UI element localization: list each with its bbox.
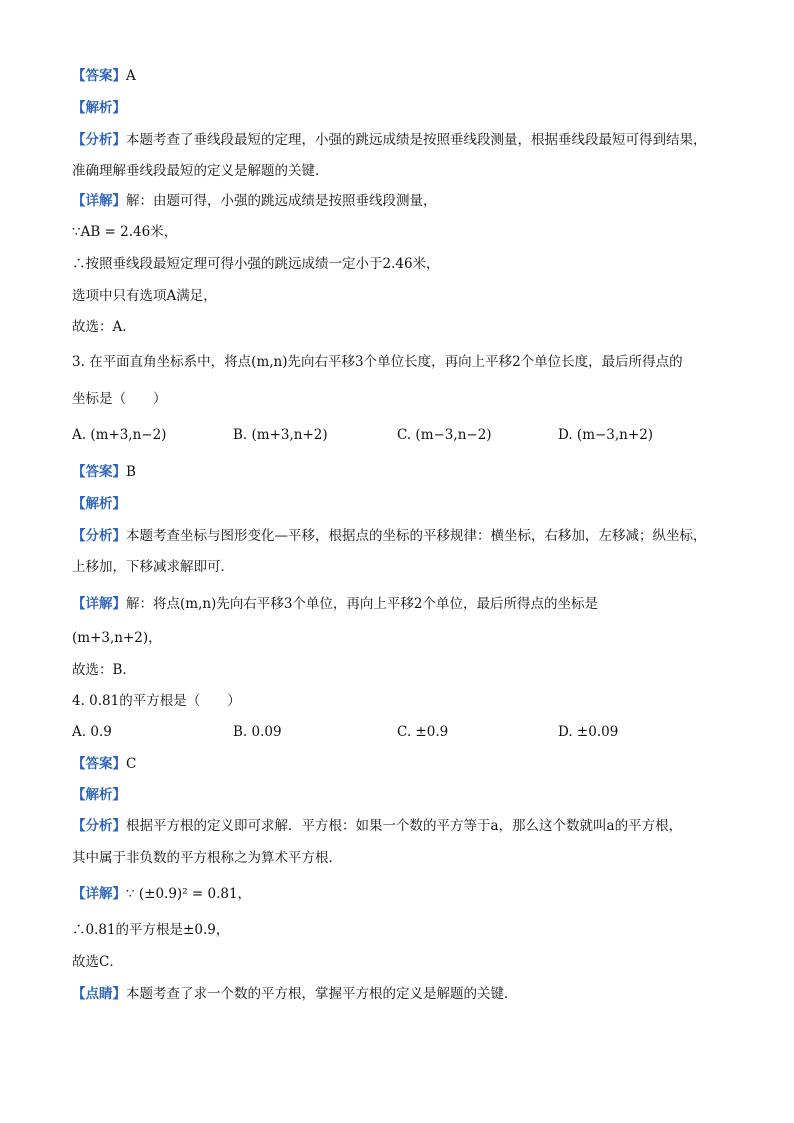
fenxi-text: 本题考查了垂线段最短的定理，小强的跳远成绩是按照垂线段测量，根据垂线段最短可得到结果， (126, 132, 707, 148)
q3-option-d: D. (m−3,n+2) (558, 427, 654, 443)
analysis-tag: 【解析】 (72, 100, 126, 116)
fenxi-text: 本题考查坐标与图形变化—平移，根据点的坐标的平移规律：横坐标，右移加，左移减；纵坐标， (126, 528, 707, 544)
answer-tag: 【答案】 (72, 756, 126, 772)
q2-answer-line (72, 66, 136, 86)
q4-option-d: D. ±0.09 (558, 724, 619, 740)
analysis-tag: 【解析】 (72, 787, 126, 803)
q2-detail-line-2: ∵AB = 2.46米， (72, 224, 178, 240)
q3-analysis-tag (72, 494, 126, 514)
detail-tag: 【详解】 (72, 596, 126, 612)
answer-tag: 【答案】 (72, 68, 126, 84)
fenxi-tag: 【分析】 (72, 528, 126, 544)
detail-text: ∵ (±0.9)² = 0.81， (126, 886, 252, 902)
q4-option-b: B. 0.09 (233, 724, 282, 740)
detail-text: 解：由题可得，小强的跳远成绩是按照垂线段测量， (126, 193, 437, 209)
q4-fenxi-line-2: 其中属于非负数的平方根称之为算术平方根． (72, 850, 342, 866)
answer-tag: 【答案】 (72, 464, 126, 480)
q3-answer-line (72, 462, 136, 482)
q4-fenxi-line-1 (72, 816, 682, 836)
q4-detail-line-3: 故选C． (72, 954, 123, 970)
q3-fenxi-line-2: 上移加，下移减求解即可． (72, 559, 234, 575)
q2-fenxi-line-1 (72, 130, 707, 150)
q3-stem-line-2: 坐标是（ ） (72, 391, 167, 407)
answer-value: C (126, 756, 137, 772)
detail-tag: 【详解】 (72, 886, 126, 902)
q3-option-a: A. (m+3,n−2) (72, 427, 167, 443)
fenxi-tag: 【分析】 (72, 132, 126, 148)
fenxi-text: 根据平方根的定义即可求解．平方根：如果一个数的平方等于a，那么这个数就叫a的平方根， (126, 818, 683, 834)
q2-detail-line-4: 选项中只有选项A满足， (72, 288, 217, 304)
q2-analysis-tag (72, 98, 126, 118)
q3-fenxi-line-1 (72, 526, 707, 546)
q3-detail-line-1 (72, 594, 598, 614)
q2-fenxi-line-2: 准确理解垂线段最短的定义是解题的关键． (72, 163, 329, 179)
q4-detail-line-1 (72, 884, 251, 904)
detail-tag: 【详解】 (72, 193, 126, 209)
fenxi-tag: 【分析】 (72, 818, 126, 834)
detail-text: 解：将点(m,n)先向右平移3个单位，再向上平移2个单位，最后所得点的坐标是 (126, 596, 598, 612)
q2-detail-line-1 (72, 191, 437, 211)
q4-option-a: A. 0.9 (72, 724, 112, 740)
q3-option-b: B. (m+3,n+2) (233, 427, 328, 443)
q4-analysis-tag (72, 785, 126, 805)
q4-answer-line (72, 754, 136, 774)
q4-stem: 4. 0.81的平方根是（ ） (72, 693, 241, 709)
q4-comment-line (72, 984, 518, 1004)
q2-detail-line-3: ∴按照垂线段最短定理可得小强的跳远成绩一定小于2.46米， (72, 256, 440, 272)
comment-text: 本题考查了求一个数的平方根，掌握平方根的定义是解题的关键． (126, 986, 518, 1002)
q4-option-c: C. ±0.9 (397, 724, 449, 740)
q3-detail-line-3: 故选：B． (72, 662, 136, 678)
comment-tag: 【点睛】 (72, 986, 126, 1002)
answer-value: B (126, 464, 136, 480)
answer-value: A (126, 68, 136, 84)
q2-detail-line-5: 故选：A． (72, 319, 136, 335)
q3-option-c: C. (m−3,n−2) (397, 427, 492, 443)
q3-detail-line-2: (m+3,n+2)， (72, 630, 162, 646)
q3-stem-line-1: 3. 在平面直角坐标系中，将点(m,n)先向右平移3个单位长度，再向上平移2个单位长度，最后所得点的 (72, 354, 683, 370)
analysis-tag: 【解析】 (72, 496, 126, 512)
q4-detail-line-2: ∴0.81的平方根是±0.9， (72, 922, 230, 938)
